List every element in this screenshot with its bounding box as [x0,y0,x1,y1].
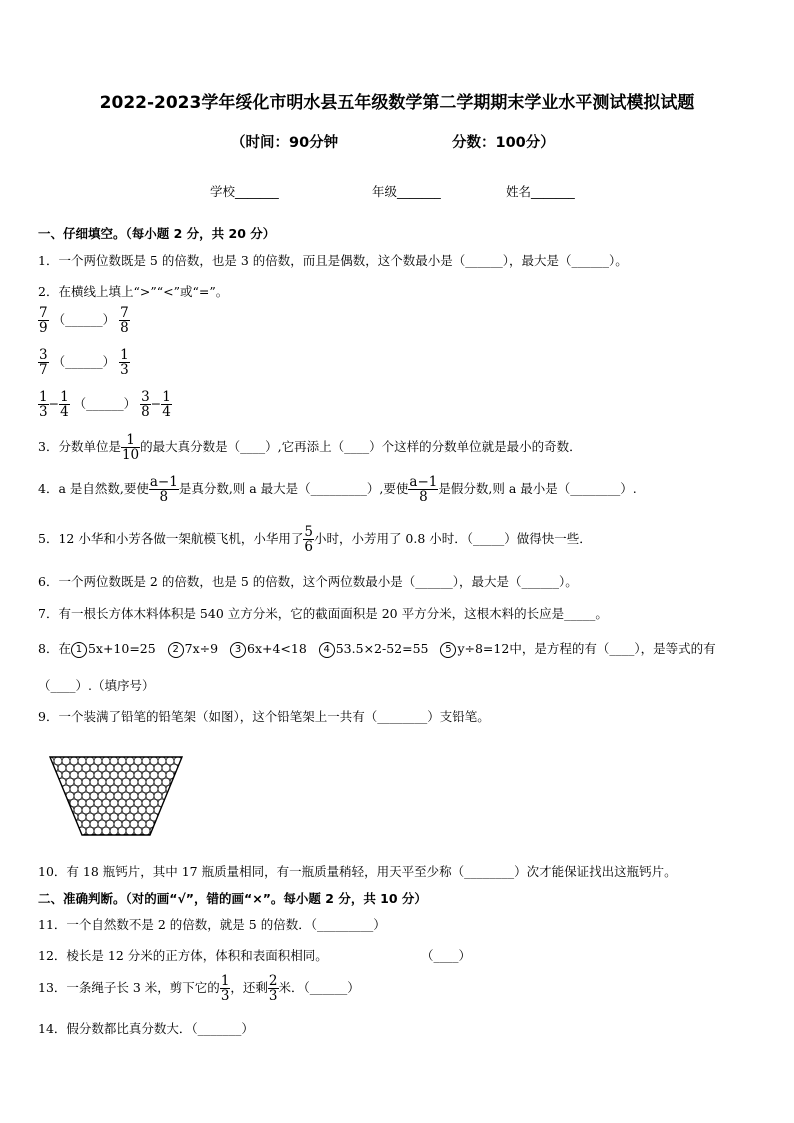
question-6: 6．一个两位数既是 2 的倍数，也是 5 的倍数，这个两位数最小是（______），最大是（______）。 [38,574,578,589]
section-1-heading: 一、仔细填空。（每小题 2 分，共 20 分） [38,226,276,241]
fraction: $\frac{5}{6}$ [304,524,313,556]
section-2-heading: 二、准确判断。（对的画“√”，错的画“×”。每小题 2 分，共 10 分） [38,891,427,906]
question-14: 14．假分数都比真分数大．（_______） [38,1021,254,1036]
fraction: $\frac{a-1}{8}$ [409,474,438,506]
circled-number: 2 [168,642,184,658]
fraction: $\frac{7}{9}$ [39,305,48,337]
question-8-line-2: （____）.（填序号） [38,678,155,693]
fraction: $\frac{1}{4}$ [60,389,69,421]
question-11: 11．一个自然数不是 2 的倍数，就是 5 的倍数．（_________） [38,917,386,932]
question-8: 8．在 1 5x+10=25 2 7x÷9 3 6x+4<18 4 53.5×2-52=55 5 y÷8=12中，是方程的有（____），是等式的有 [38,641,716,656]
fraction: $\frac{1}{3}$ [39,389,48,421]
school-field[interactable]: 学校_______ [210,184,279,199]
q2-row-3: $\frac{1}{3}$ − $\frac{1}{4}$ （______） $\frac{3}{8}$ − $\frac{1}{4}$ [39,389,171,421]
grade-field[interactable]: 年级_______ [372,184,441,199]
question-7: 7．有一根长方体木料体积是 540 立方分米，它的截面面积是 20 平方分米，这根木料的长应是_____。 [38,606,608,621]
circled-number: 3 [230,642,246,658]
answer-blank[interactable]: （______） [52,354,116,370]
fraction: $\frac{3}{8}$ [141,389,150,421]
fraction: $\frac{1}{4}$ [162,389,171,421]
circled-number: 5 [440,642,456,658]
fraction: $\frac{1}{10}$ [121,432,140,464]
question-5: 5．12 小华和小芳各做一架航模飞机，小华用了 $\frac{5}{6}$ 小时，小芳用了 0.8 小时．（_____）做得快一些． [38,524,592,556]
circled-number: 1 [71,642,87,658]
answer-blank[interactable]: （____） [421,948,472,963]
pencil-holder-figure [46,753,186,839]
question-13: 13．一条绳子长 3 米，剪下它的 $\frac{1}{3}$ ，还剩 $\frac{2}{3}$ 米．（______） [38,973,360,1005]
page-title: 2022-2023学年绥化市明水县五年级数学第二学期期末学业水平测试模拟试题 [99,93,695,113]
question-10: 10．有 18 瓶钙片，其中 17 瓶质量相同，有一瓶质量稍轻，用天平至少称（________）次才能保证找出这瓶钙片。 [38,864,677,879]
question-12: 12．棱长是 12 分米的正方体，体积和表面积相同。 [38,948,328,963]
fraction: $\frac{1}{3}$ [120,347,129,379]
q2-row-1 [38,306,130,335]
question-1: 1．一个两位数既是 5 的倍数，也是 3 的倍数，而且是偶数，这个数最小是（______），最大是（______）。 [38,253,628,268]
fraction: $\frac{1}{3}$ [220,973,230,1005]
question-2: 2．在横线上填上“>”“<”或“=”。 [38,284,229,299]
exam-score: 分数：100分） [452,135,555,151]
answer-blank[interactable]: （______） [52,312,116,328]
name-field[interactable]: 姓名_______ [506,184,575,199]
fraction: $\frac{a-1}{8}$ [149,474,178,506]
question-9: 9．一个装满了铅笔的铅笔架（如图），这个铅笔架上一共有（________）支铅笔。 [38,709,490,724]
fraction: $\frac{2}{3}$ [268,973,278,1005]
fraction: $\frac{3}{7}$ [39,347,48,379]
circled-number: 4 [319,642,335,658]
q2-row-2 [38,348,130,377]
fraction: $\frac{7}{8}$ [120,305,129,337]
question-4: 4．a 是自然数,要使 $\frac{a-1}{8}$ 是真分数,则 a 最大是（_________）,要使 $\frac{a-1}{8}$ 是假分数,则 a 最小是（________）. [38,474,637,506]
exam-time: （时间：90分钟 [231,135,339,151]
answer-blank[interactable]: （______） [73,396,137,412]
question-3: 3．分数单位是 $\frac{1}{10}$ 的最大真分数是（____）,它再添上（____）个这样的分数单位就是最小的奇数． [38,432,582,464]
